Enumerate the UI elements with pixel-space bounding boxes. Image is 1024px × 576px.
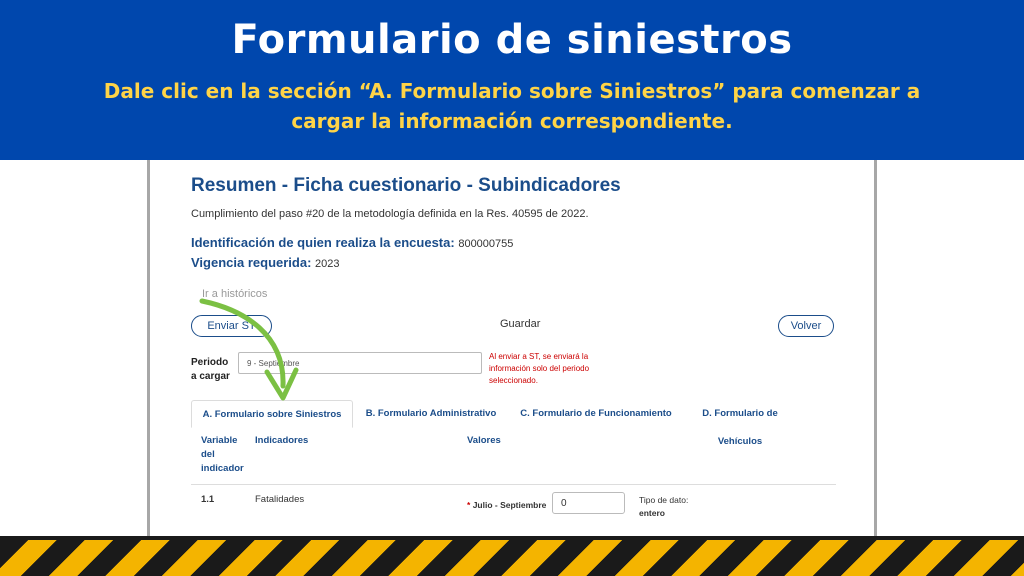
header-valores: Valores	[467, 435, 501, 446]
identification-label: Identificación de quien realiza la encuesta:	[191, 235, 455, 250]
hazard-stripe	[0, 540, 1024, 576]
volver-button[interactable]: Volver	[778, 315, 834, 337]
required-mark: *	[467, 500, 471, 510]
vigencia-label: Vigencia requerida:	[191, 255, 312, 270]
period-select[interactable]: 9 - Septiembre	[238, 352, 482, 374]
tab-formulario-funcionamiento[interactable]: C. Formulario de Funcionamiento	[520, 408, 672, 419]
vigencia-value: 2023	[315, 258, 340, 270]
banner-subtitle: Dale clic en la sección “A. Formulario sobre Siniestros” para comenzar a cargar la información correspondiente.	[103, 79, 921, 133]
row-period-label: Julio - Septiembre	[472, 500, 547, 510]
period-label: Periodo a cargar	[191, 357, 230, 382]
background-left	[0, 160, 147, 540]
banner-title: Formulario de siniestros	[231, 17, 793, 63]
table-divider	[191, 484, 836, 485]
tab-formulario-siniestros[interactable]: A. Formulario sobre Siniestros	[191, 400, 353, 428]
enviar-st-button[interactable]: Enviar ST	[191, 315, 272, 337]
row-number: 1.1	[201, 494, 215, 505]
identification-value: 800000755	[458, 238, 514, 250]
tab-formulario-vehiculos[interactable]: D. Formulario de Vehículos	[702, 408, 778, 447]
app-screenshot	[147, 160, 877, 540]
tipo-dato-value: entero	[639, 508, 665, 518]
row-tipo-dato	[639, 494, 709, 520]
instruction-banner	[0, 0, 1024, 160]
period-warning: Al enviar a ST, se enviará la información solo del periodo seleccionado.	[489, 352, 590, 385]
row-period	[467, 500, 546, 510]
compliance-text: Cumplimiento del paso #20 de la metodología definida en la Res. 40595 de 2022.	[191, 208, 589, 220]
page-title: Resumen - Ficha cuestionario - Subindicadores	[191, 175, 621, 196]
vigencia-line	[191, 255, 340, 270]
tab-formulario-administrativo[interactable]: B. Formulario Administrativo	[365, 408, 497, 419]
header-indicadores: Indicadores	[255, 435, 309, 446]
guardar-button[interactable]: Guardar	[500, 318, 541, 330]
header-variable: Variable del indicador	[201, 435, 244, 474]
tipo-dato-label: Tipo de dato:	[639, 495, 689, 505]
historicos-link[interactable]: Ir a históricos	[202, 288, 268, 300]
fatalidades-input[interactable]: 0	[552, 492, 625, 514]
identification-line	[191, 235, 513, 250]
row-indicador: Fatalidades	[255, 494, 305, 505]
